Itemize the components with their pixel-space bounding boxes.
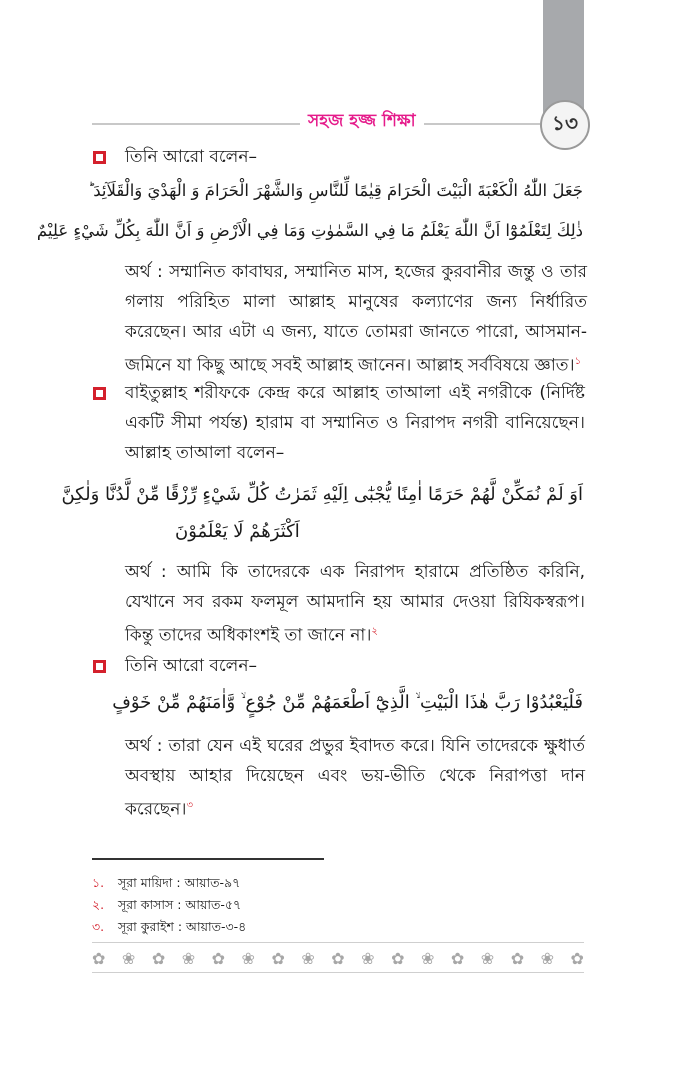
bullet-icon (93, 660, 106, 673)
flower-icon: ✿ (570, 948, 584, 968)
section-intro: তিনি আরো বলেন– (125, 656, 257, 676)
flower-icon: ✿ (450, 948, 465, 968)
flower-icon: ❀ (121, 948, 136, 968)
footnote-ref: ১ (574, 356, 582, 367)
flower-icon: ✿ (211, 948, 226, 968)
footnote-text: সূরা মায়িদা : আয়াত-৯৭ (118, 875, 241, 890)
footnote-text: সূরা কাসাস : আয়াত-৫৭ (118, 897, 242, 912)
flower-icon: ❀ (540, 948, 554, 968)
footnote-item (92, 896, 241, 914)
flower-icon: ✿ (331, 948, 345, 968)
floral-border (92, 947, 584, 969)
footnote-number: ৩. (92, 919, 105, 934)
footnote-ref: ২ (371, 626, 378, 637)
meaning-paragraph (125, 257, 587, 381)
book-title: সহজ হজ্জ শিক্ষা (300, 108, 424, 136)
footnote-text: সূরা কুরাইশ : আয়াত-৩-৪ (118, 919, 247, 934)
arabic-verse: ذٰلِكَ لِتَعْلَمُوْٓا اَنَّ اللّٰهَ يَعْلَمُ مَا فِي السَّمٰوٰتِ وَمَا فِي الْاَرْضِ وَ اَنَّ اللّٰهَ بِكُلِّ شَيْءٍ عَلِيْمٌ (36, 221, 583, 240)
arabic-verse: جَعَلَ اللّٰهُ الْكَعْبَةَ الْبَيْتَ الْحَرَامَ قِيٰمًا لِّلنَّاسِ وَالشَّهْرَ الْحَرَامَ وَ الْهَدْيَ وَالْقَلَآئِدَ ؕ (88, 181, 583, 200)
section-intro: তিনি আরো বলেন– (125, 147, 257, 167)
flower-icon: ❀ (181, 948, 196, 968)
decorative-rule (92, 972, 584, 973)
footnote-rule (92, 858, 324, 860)
flower-icon: ✿ (271, 948, 285, 968)
meaning-paragraph (125, 731, 585, 825)
footnote-item (92, 918, 246, 936)
meaning-paragraph (125, 557, 585, 651)
flower-icon: ❀ (480, 948, 495, 968)
arabic-verse: اَكْثَرَهُمْ لَا يَعْلَمُوْنَ (175, 521, 300, 542)
meaning-text: অর্থ : আমি কি তাদেরকে এক নিরাপদ হারামে প্রতিষ্ঠিত করিনি, যেখানে সব রকম ফলমূল আমদানি হয় আমার দেওয়া রিযিকস্বরূপ। কিন্তু তাদের অধিকাংশই তা জানে না। (125, 562, 585, 646)
footnote-number: ১. (92, 875, 105, 890)
flower-icon: ❀ (420, 948, 435, 968)
footnote-ref: ৩ (186, 800, 193, 811)
flower-icon: ✿ (92, 948, 106, 968)
flower-icon: ✿ (510, 948, 525, 968)
bullet-icon (93, 387, 106, 400)
decorative-rule (92, 942, 584, 943)
flower-icon: ✿ (151, 948, 166, 968)
section-intro: বাইতুল্লাহ শরীফকে কেন্দ্র করে আল্লাহ তাআলা এই নগরীকে (নির্দিষ্ট একটি সীমা পর্যন্ত) হারাম বা সম্মানিত ও নিরাপদ নগরী বানিয়েছেন। আল্লাহ তাআলা বলেন– (125, 383, 585, 463)
bullet-icon (93, 151, 106, 164)
footnote-item (92, 874, 240, 892)
meaning-text: অর্থ : সম্মানিত কাবাঘর, সম্মানিত মাস, হজের কুরবানীর জন্তু ও তার গলায় পরিহিত মালা আল্লাহ মানুষের কল্যাণের জন্য নির্ধারিত করেছেন। আর এটা এ জন্য, যাতে তোমরা জানতে পারো, আসমান-জমিনে যা কিছু আছে সবই আল্লাহ জানেন। আল্লাহ সর্ববিষয়ে জ্ঞাত। (125, 262, 587, 376)
flower-icon: ❀ (301, 948, 315, 968)
meaning-text: অর্থ : তারা যেন এই ঘরের প্রভুর ইবাদত করে। যিনি তাদেরকে ক্ষুধার্ত অবস্থায় আহার দিয়েছেন এবং ভয়-ভীতি থেকে নিরাপত্তা দান করেছেন। (125, 736, 585, 820)
arabic-verse: اَوَ لَمْ نُمَكِّنْ لَّهُمْ حَرَمًا اٰمِنًا يُّجْبٰٓى اِلَيْهِ ثَمَرٰتُ كُلِّ شَيْءٍ رِّزْقًا مِّنْ لَّدُنَّا وَلٰكِنَّ (61, 484, 583, 505)
page-number: ১৩ (540, 100, 590, 150)
arabic-verse: فَلْيَعْبُدُوْا رَبَّ هٰذَا الْبَيْتِ ۙ الَّذِيْٓ اَطْعَمَهُمْ مِّنْ جُوْعٍ ۙ وَّاٰمَنَهُمْ مِّنْ خَوْفٍ (112, 692, 583, 713)
footnote-number: ২. (92, 897, 105, 912)
flower-icon: ❀ (241, 948, 255, 968)
flower-icon: ❀ (361, 948, 375, 968)
flower-icon: ✿ (391, 948, 405, 968)
